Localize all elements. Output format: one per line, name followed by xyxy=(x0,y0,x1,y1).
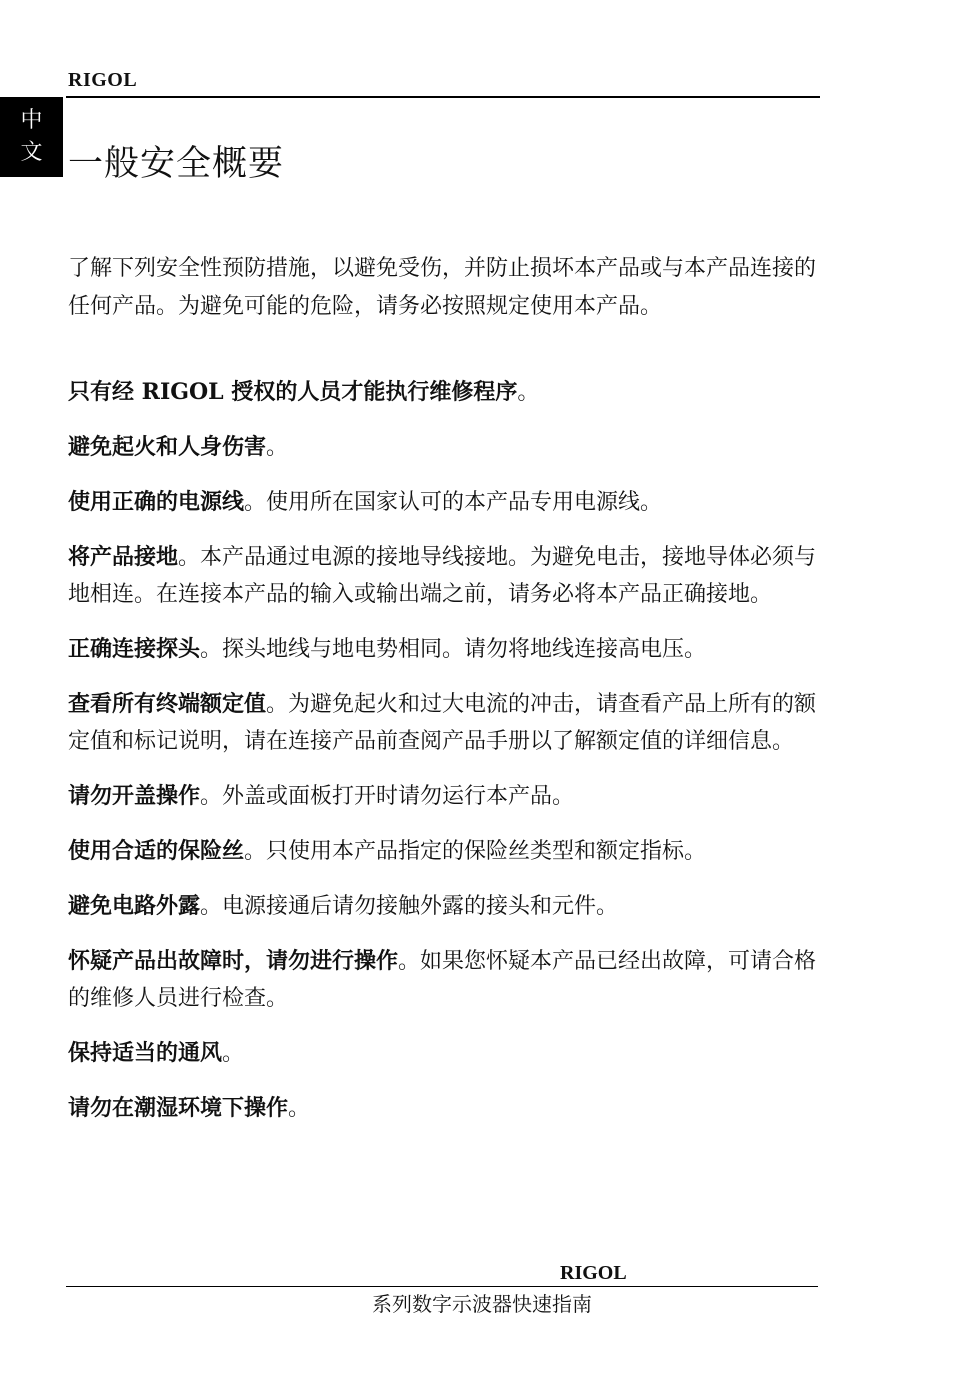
safety-item-heading: 使用合适的保险丝 xyxy=(68,838,245,864)
safety-item-text: 。 xyxy=(517,380,540,405)
safety-content xyxy=(68,250,820,1145)
safety-item-heading: 使用正确的电源线 xyxy=(68,489,245,515)
safety-item-heading: 正确连接探头 xyxy=(68,636,201,662)
safety-item-text: 。 xyxy=(222,1041,245,1066)
safety-item-heading: 保持适当的通风 xyxy=(68,1040,223,1066)
safety-item xyxy=(68,1035,820,1072)
safety-item-text: 。如果您怀疑本产品已经出故障，可请合格的维修人员进行检查。 xyxy=(68,949,817,1011)
safety-item-text: 。外盖或面板打开时请勿运行本产品。 xyxy=(200,784,575,809)
safety-item xyxy=(68,888,820,925)
safety-item xyxy=(68,1090,820,1127)
safety-item-heading: 避免电路外露 xyxy=(68,893,201,919)
safety-item-text: 。使用所在国家认可的本产品专用电源线。 xyxy=(244,490,663,515)
safety-item xyxy=(68,686,820,760)
safety-item xyxy=(68,484,820,521)
safety-item-text: 。 xyxy=(288,1096,311,1121)
footer-rule xyxy=(66,1286,818,1287)
safety-item xyxy=(68,833,820,870)
safety-item-text: 。 xyxy=(266,435,289,460)
safety-item-text: 。电源接通后请勿接触外露的接头和元件。 xyxy=(200,894,619,919)
safety-item xyxy=(68,374,820,411)
safety-item-text: 。为避免起火和过大电流的冲击，请查看产品上所有的额定值和标记说明，请在连接产品前查阅产品手册以了解额定值的详细信息。 xyxy=(68,692,817,754)
safety-item xyxy=(68,429,820,466)
safety-item-heading: 怀疑产品出故障时，请勿进行操作 xyxy=(68,948,399,974)
intro-paragraph: 了解下列安全性预防措施，以避免受伤，并防止损坏本产品或与本产品连接的任何产品。为避免可能的危险，请务必按照规定使用本产品。 xyxy=(68,256,817,319)
page-title: 一般安全概要 xyxy=(68,144,285,184)
safety-item-heading: 请勿开盖操作 xyxy=(68,783,201,809)
safety-item-heading: 只有经 RIGOL 授权的人员才能执行维修程序 xyxy=(68,379,518,405)
safety-item-text: 。本产品通过电源的接地导线接地。为避免电击，接地导体必须与地相连。在连接本产品的输入或输出端之前，请务必将本产品正确接地。 xyxy=(68,545,817,607)
safety-item xyxy=(68,631,820,668)
safety-item xyxy=(68,539,820,613)
language-tab-char-1: 中 xyxy=(20,108,43,133)
safety-item-heading: 查看所有终端额定值 xyxy=(68,691,267,717)
language-tab-char-2: 文 xyxy=(20,140,43,165)
footer-subtitle: 系列数字示波器快速指南 xyxy=(372,1292,592,1316)
safety-item xyxy=(68,943,820,1017)
safety-item xyxy=(68,778,820,815)
safety-item-heading: 将产品接地 xyxy=(68,544,179,570)
safety-item-text: 。只使用本产品指定的保险丝类型和额定指标。 xyxy=(244,839,707,864)
header-rule xyxy=(66,96,820,98)
language-tab xyxy=(0,97,63,177)
safety-item-text: 。探头地线与地电势相同。请勿将地线连接高电压。 xyxy=(200,637,707,662)
footer-brand: RIGOL xyxy=(560,1262,627,1284)
header-brand: RIGOL xyxy=(68,69,138,91)
safety-item-heading: 避免起火和人身伤害 xyxy=(68,434,267,460)
safety-item-heading: 请勿在潮湿环境下操作 xyxy=(68,1095,289,1121)
